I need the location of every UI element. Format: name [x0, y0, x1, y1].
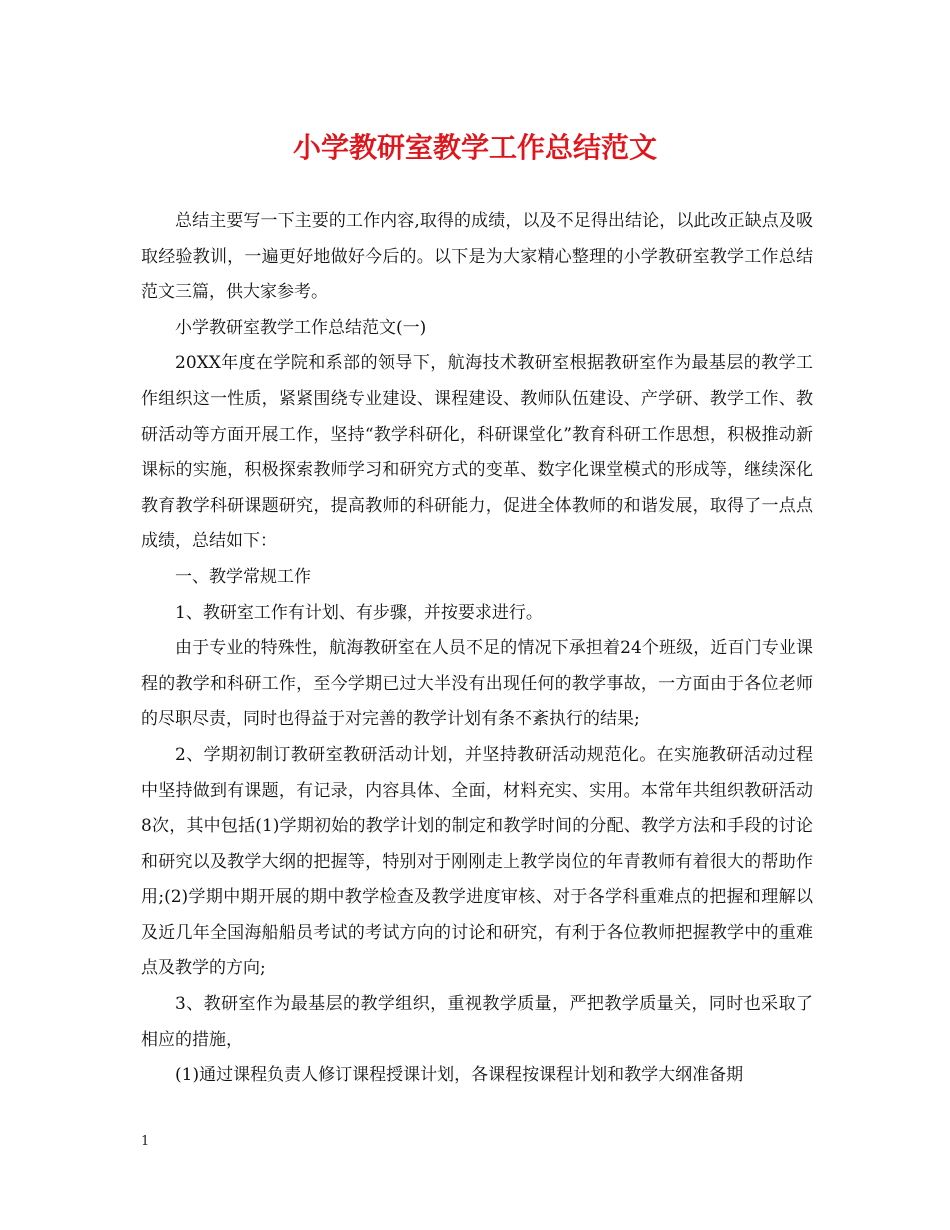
- document-title: 小学教研室教学工作总结范文: [292, 131, 657, 164]
- body-paragraph: 20XX年度在学院和系部的领导下，航海技术教研室根据教研室作为最基层的教学工作组织这一性质，紧紧围绕专业建设、课程建设、教师队伍建设、产学研、教学工作、教研活动等方面开展工作，坚持“教学科研化，科研课堂化”教育科研工作思想，积极推动新课标的实施，积极探索教师学习和研究方式的变革、数字化课堂模式的形成等，继续深化教育教学科研课题研究，提高教师的科研能力，促进全体教师的和谐发展，取得了一点点成绩，总结如下：: [141, 353, 813, 552]
- section-subtitle: 小学教研室教学工作总结范文(一): [175, 317, 427, 338]
- section-heading: 一、教学常规工作: [175, 566, 311, 587]
- document-body: [141, 204, 813, 1094]
- intro-paragraph: 总结主要写一下主要的工作内容,取得的成绩，以及不足得出结论，以此改正缺点及吸取经验教训，一遍更好地做好今后的。以下是为大家精心整理的小学教研室教学工作总结范文三篇，供大家参考。: [141, 211, 813, 303]
- body-paragraph: (1)通过课程负责人修订课程授课计划，各课程按课程计划和教学大纲准备期: [175, 1065, 744, 1086]
- body-paragraph: 3、教研室作为最基层的教学组织，重视教学质量，严把教学质量关，同时也采取了相应的措施，: [141, 994, 813, 1050]
- body-paragraph: 2、学期初制订教研室教研活动计划，并坚持教研活动规范化。在实施教研活动过程中坚持做到有课题，有记录，内容具体、全面，材料充实、实用。本常年共组织教研活动8次，其中包括(1)学期初始的教学计划的制定和教学时间的分配、教学方法和手段的讨论和研究以及教学大纲的把握等，特别对于刚刚走上教学岗位的年青教师有着很大的帮助作用;(2)学期中期开展的期中教学检查及教学进度审核、对于各学科重难点的把握和理解以及近几年全国海船船员考试的考试方向的讨论和研究，有利于各位教师把握教学中的重难点及教学的方向;: [141, 744, 813, 979]
- list-item-heading: 1、教研室工作有计划、有步骤，并按要求进行。: [175, 602, 543, 623]
- page-number: 1: [141, 1134, 150, 1149]
- body-paragraph: 由于专业的特殊性，航海教研室在人员不足的情况下承担着24个班级，近百门专业课程的教学和科研工作，至今学期已过大半没有出现任何的教学事故，一方面由于各位老师的尽职尽责，同时也得益于对完善的教学计划有条不紊执行的结果;: [141, 638, 813, 730]
